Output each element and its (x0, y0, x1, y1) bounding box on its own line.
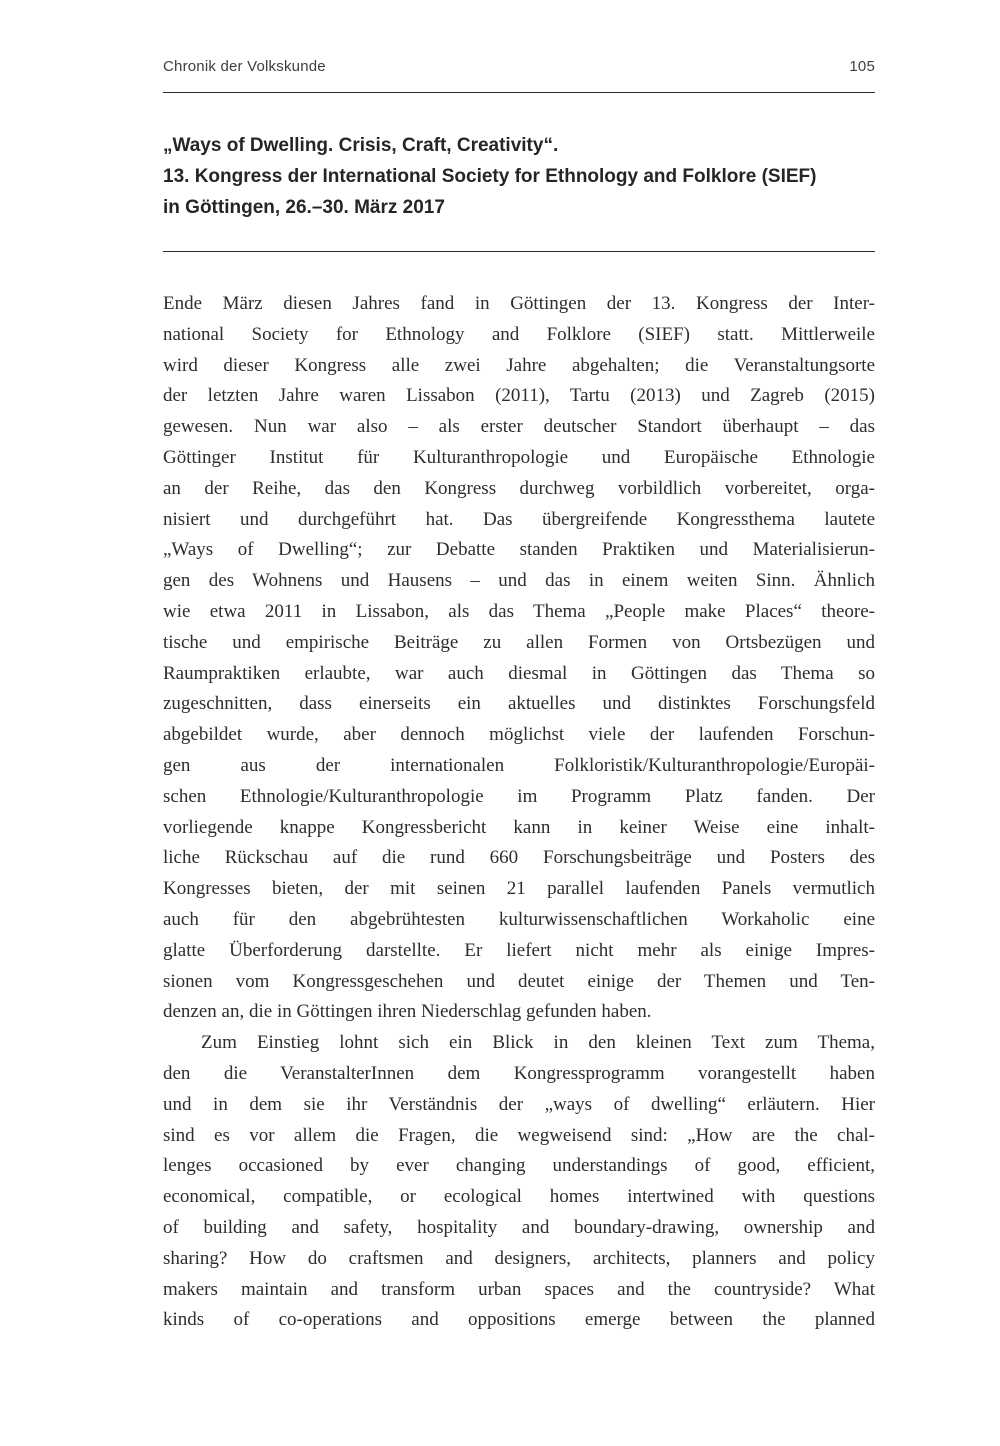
text-line: Ende März diesen Jahres fand in Göttingen der 13. Kongress der Inter- (163, 293, 875, 314)
text-line: kinds of co-operations and oppositions emerge between the planned (163, 1309, 875, 1331)
text-line: Zum Einstieg lohnt sich ein Blick in den kleinen Text zum Thema, (201, 1032, 875, 1054)
text-line: vorliegende knappe Kongressbericht kann in keiner Weise eine inhalt- (163, 816, 875, 838)
text-line: economical, compatible, or ecological homes intertwined with questions (163, 1186, 875, 1208)
text-line: sind es vor allem die Fragen, die wegweisend sind: „How are the chal- (163, 1124, 875, 1146)
text-line: wie etwa 2011 in Lissabon, als das Thema „People make Places“ theore- (163, 600, 875, 622)
text-line: sionen vom Kongressgeschehen und deutet einige der Themen und Ten- (163, 970, 875, 992)
text-line: sharing? How do craftsmen and designers, architects, planners and policy (163, 1247, 875, 1269)
text-line: „Ways of Dwelling“; zur Debatte standen Praktiken und Materialisierun- (163, 539, 875, 561)
text-line: national Society for Ethnology and Folklore (SIEF) statt. Mittlerweile (163, 323, 875, 345)
text-line: zugeschnitten, dass einerseits ein aktuelles und distinktes Forschungsfeld (163, 693, 875, 715)
article-title-line-2: 13. Kongress der International Society for Ethnology and Folklore (SIEF) (163, 166, 817, 187)
text-line: gen aus der internationalen Folkloristik/Kulturanthropologie/Europäi- (163, 754, 875, 776)
text-line: gewesen. Nun war also – als erster deutscher Standort überhaupt – das (163, 416, 875, 438)
article-title-line-3: in Göttingen, 26.–30. März 2017 (163, 197, 445, 218)
header-rule (163, 92, 875, 93)
text-line: glatte Überforderung darstellte. Er liefert nicht mehr als einige Impres- (163, 939, 875, 961)
text-line: nisiert und durchgeführt hat. Das übergreifende Kongressthema lautete (163, 508, 875, 530)
text-line: gen des Wohnens und Hausens – und das in einem weiten Sinn. Ähnlich (163, 570, 875, 592)
text-line: denzen an, die in Göttingen ihren Niederschlag gefunden haben. (163, 1001, 652, 1023)
text-line: lenges occasioned by ever changing understandings of good, efficient, (163, 1155, 875, 1177)
page-content (163, 0, 875, 1336)
article-title-line-1: „Ways of Dwelling. Crisis, Craft, Creativity“. (163, 135, 559, 156)
text-line: schen Ethnologie/Kulturanthropologie im Programm Platz fanden. Der (163, 785, 875, 807)
title-rule (163, 251, 875, 252)
text-line: auch für den abgebrühtesten kulturwissenschaftlichen Workaholic eine (163, 908, 875, 930)
paragraph (163, 1028, 875, 1336)
text-line: abgebildet wurde, aber dennoch möglichst viele der laufenden Forschun- (163, 724, 875, 746)
text-line: den die VeranstalterInnen dem Kongressprogramm vorangestellt haben (163, 1062, 875, 1084)
running-header (163, 58, 875, 75)
text-line: an der Reihe, das den Kongress durchweg vorbildlich vorbereitet, orga- (163, 477, 875, 499)
text-line: wird dieser Kongress alle zwei Jahre abgehalten; die Veranstaltungsorte (163, 354, 875, 376)
text-line: makers maintain and transform urban spaces and the countryside? What (163, 1278, 875, 1300)
text-line: liche Rückschau auf die rund 660 Forschungsbeiträge und Posters des (163, 847, 875, 869)
body-text (163, 289, 875, 1336)
page-number: 105 (849, 58, 875, 75)
text-line: der letzten Jahre waren Lissabon (2011), Tartu (2013) und Zagreb (2015) (163, 385, 875, 407)
running-title: Chronik der Volkskunde (163, 58, 326, 75)
text-line: Göttinger Institut für Kulturanthropologie und Europäische Ethnologie (163, 446, 875, 468)
text-line: und in dem sie ihr Verständnis der „ways of dwelling“ erläutern. Hier (163, 1093, 875, 1115)
article-title (163, 130, 875, 223)
paragraph (163, 289, 875, 1028)
text-line: of building and safety, hospitality and boundary-drawing, ownership and (163, 1216, 875, 1238)
text-line: tische und empirische Beiträge zu allen Formen von Ortsbezügen und (163, 631, 875, 653)
text-line: Kongresses bieten, der mit seinen 21 parallel laufenden Panels vermutlich (163, 878, 875, 900)
text-line: Raumpraktiken erlaubte, war auch diesmal in Göttingen das Thema so (163, 662, 875, 684)
